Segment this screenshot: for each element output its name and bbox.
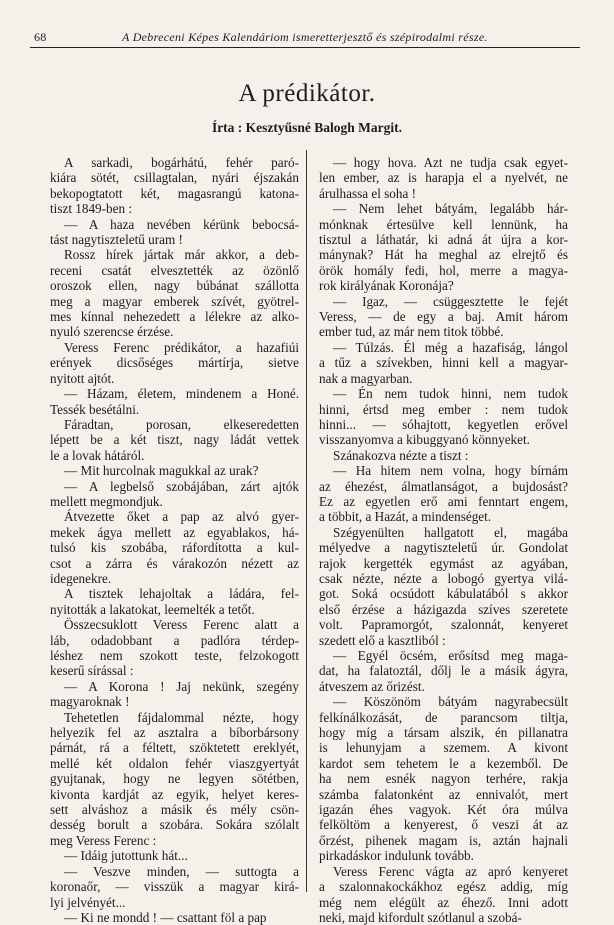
- text-line: számba falatonként az ennivalót, mert: [319, 786, 568, 802]
- text-line: a szalonnakockákhoz egész addig, míg: [319, 879, 568, 895]
- right-paragraph: [319, 340, 568, 386]
- text-line: nyuló szerencse érzése.: [50, 324, 174, 340]
- text-line: rajok kergették egymást az agyában,: [319, 555, 568, 571]
- text-line: mánynak? Hát ha meghal az elrejtő és: [319, 247, 568, 263]
- text-line: hogy míg a társam alszik, én pillanatra: [319, 725, 568, 741]
- text-line: Szánakozva nézte a tiszt :: [333, 447, 469, 463]
- text-line: tisztul a láthatár, ki adná át újra a kor-: [319, 232, 568, 248]
- left-paragraph: [50, 386, 299, 417]
- text-line: koronaőr, — visszük a magyar kirá-: [50, 879, 299, 895]
- right-paragraph: [319, 525, 568, 648]
- text-line: desség borult a szobára. Sokára szólalt: [50, 817, 299, 833]
- text-line: — Én nem tudok hinni, nem tudok: [333, 386, 568, 402]
- text-line: örök homály fedi, hol, merre a magya-: [319, 262, 568, 278]
- text-line: visszanyomva a kibuggyanó könnyeket.: [319, 432, 530, 448]
- left-paragraph: [50, 848, 299, 863]
- text-line: átveszem az őrizést.: [319, 678, 425, 694]
- text-line: Szégyenülten hallgatott el, magába: [333, 524, 568, 540]
- text-line: léshez nem szokott teste, felzokogott: [50, 648, 299, 663]
- left-paragraph: [50, 586, 299, 617]
- text-line: szedett elő a kasztliból :: [319, 632, 446, 648]
- text-line: meg a magyar emberek szívét, gyötrel-: [50, 293, 299, 309]
- left-paragraph: [50, 710, 299, 849]
- left-paragraph: [50, 247, 299, 339]
- text-line: mellett megmondjuk.: [50, 493, 163, 509]
- column-divider: [306, 150, 307, 892]
- text-line: hinni... — sóhajtott, kegyetlen erővel: [319, 416, 568, 432]
- text-line: igazán éhes vagyok. Két óra múlva: [319, 802, 568, 818]
- text-line: lépett be a két tiszt, nagy ládát vettek: [50, 432, 299, 448]
- text-line: tiszt 1849-ben :: [50, 201, 133, 217]
- left-paragraph: [50, 340, 299, 386]
- text-line: — Házam, életem, mindenem a Honé.: [64, 386, 299, 402]
- left-paragraph: [50, 864, 299, 910]
- text-line: meg Veress Ferenc :: [50, 832, 157, 848]
- article-byline: Írta : Kesztyűsné Balogh Margit.: [211, 120, 403, 135]
- text-line: Veress, — de egy a baj. Amit három: [319, 309, 568, 325]
- text-line: felkínálkozását, de parancsom tiltja,: [319, 709, 568, 725]
- text-line: Tehetetlen fájdalommal nézte, hogy: [64, 709, 299, 725]
- text-line: mellé két oldalon fehér viaszgyertyát: [50, 755, 299, 771]
- text-line: ember tud, az már nem titok többé.: [319, 324, 504, 340]
- text-line: tást nagytiszteletű uram !: [50, 232, 183, 248]
- text-line: helyezik fel az asztalra a bíborbársony: [50, 725, 299, 741]
- text-line: A sarkadi, bogárhátú, fehér paró-: [64, 155, 299, 170]
- text-line: gyujtanak, hogy ne legyen sötétben,: [50, 771, 299, 787]
- text-line: nyitott ajtót.: [50, 370, 115, 386]
- text-line: volt. Papramorgót, szalonnát, kenyeret: [319, 617, 568, 633]
- text-line: Veress Ferenc prédikátor, a hazafiúi: [64, 339, 299, 355]
- left-column: [50, 155, 299, 925]
- text-line: A tisztek lehajoltak a ládára, fel-: [64, 586, 299, 602]
- left-paragraph: [50, 679, 299, 710]
- text-line: bekopogtatott két, magasrangú katona-: [50, 185, 299, 201]
- text-line: dat, ha falatoztál, dőlj le a másik ágyra,: [319, 663, 568, 679]
- text-line: mónknak értesülve kell lennünk, ha: [319, 216, 568, 232]
- text-line: — Igaz, — csüggesztette le fejét: [333, 293, 568, 309]
- text-line: sett alváshoz a másik és mély csön-: [50, 802, 299, 818]
- text-line: — Nem lehet bátyám, legalább hár-: [333, 201, 568, 217]
- right-paragraph: [319, 648, 568, 694]
- text-line: idegenekre.: [50, 570, 112, 586]
- text-line: Átvezette őket a pap az alvó gyer-: [64, 509, 299, 525]
- text-line: az éhezést, álmatlanságot, a bujdosást?: [319, 478, 568, 494]
- text-line: neki, majd kifordult szótlanul a szobá-: [319, 909, 522, 925]
- left-paragraph: [50, 910, 299, 925]
- text-line: — Ki ne mondd ! — csattant föl a pap: [64, 909, 267, 925]
- text-line: Veress Ferenc vágta az apró kenyeret: [333, 863, 568, 879]
- text-line: oroszok ellen, nagy búbánat szállotta: [50, 278, 299, 294]
- text-line: magyaroknak !: [50, 694, 130, 710]
- text-line: rok királyának Koronája?: [319, 278, 454, 294]
- text-line: len ember, az is harapja el a nyelvét, ne: [319, 170, 568, 186]
- text-line: árulhassa el soha !: [319, 185, 417, 201]
- text-line: — Veszve minden, — suttogta a: [64, 863, 299, 879]
- text-line: — A legbelső szobájában, zárt ajtók: [64, 478, 299, 494]
- text-line: ha nem esnék nagyon terhére, rakja: [319, 771, 568, 787]
- article-title: A prédikátor.: [238, 80, 376, 107]
- text-line: keserű sírással :: [50, 663, 134, 679]
- text-line: felköltöm a kenyerest, ő veszi át az: [319, 817, 568, 833]
- text-line: — Mit hurcolnak magukkal az urak?: [64, 463, 259, 479]
- text-line: hinni, értsd meg ember : nem tudok: [319, 401, 568, 417]
- page-number: 68: [34, 30, 47, 44]
- text-line: csot a zárra és várakozón nézett az: [50, 555, 299, 571]
- left-paragraph: [50, 509, 299, 586]
- left-paragraph: [50, 417, 299, 463]
- text-line: első érzése a házigazda szíves szeretete: [319, 601, 568, 617]
- text-line: Ez az egyetlen erő ami fenntart engem,: [319, 493, 568, 509]
- left-paragraph: [50, 463, 299, 478]
- text-line: le a lovak hátáról.: [50, 447, 145, 463]
- right-paragraph: [319, 463, 568, 525]
- text-line: erények dicsőséges mártírja, sietve: [50, 355, 299, 371]
- right-paragraph: [319, 155, 568, 201]
- right-paragraph: [319, 864, 568, 925]
- left-paragraph: [50, 617, 299, 679]
- header-rule: [30, 47, 580, 48]
- right-paragraph: [319, 448, 568, 463]
- text-line: kiára sötét, csillagtalan, nyári éjszakán: [50, 170, 299, 186]
- running-head: A Debreceni Képes Kalendáriom ismeretterjesztő és szépirodalmi része.: [122, 30, 488, 44]
- text-line: — Idáig jutottunk hát...: [64, 848, 188, 864]
- text-line: is lehunyjam a szemem. A kivont: [319, 740, 568, 756]
- left-paragraph: [50, 479, 299, 510]
- text-line: őrzést, pihenek magam is, aztán hajnali: [319, 832, 568, 848]
- right-paragraph: [319, 201, 568, 293]
- text-line: lyi jelvényét...: [50, 894, 126, 910]
- text-line: — Ha hitem nem volna, hogy bírnám: [333, 463, 568, 479]
- text-line: — A haza nevében kérünk bebocsá-: [64, 216, 299, 232]
- text-line: kardot sem tehetem le a kezemből. De: [319, 755, 568, 771]
- text-line: receni csatát elvesztették az özönlő: [50, 262, 299, 278]
- text-line: párnát, rá a féltett, szöktetett ereklyét,: [50, 740, 299, 756]
- text-line: — hogy hova. Azt ne tudja csak egyet-: [333, 155, 568, 170]
- text-line: mekek ágya mellett az egyablakos, há-: [50, 524, 299, 540]
- left-paragraph: [50, 217, 299, 248]
- text-line: tulsó kis szobába, ráfordította a kul-: [50, 540, 299, 556]
- text-line: — A Korona ! Jaj nekünk, szegény: [64, 678, 299, 694]
- text-line: még nem elégült az éhező. Inni adott: [319, 894, 568, 910]
- text-line: got. Soká ocsúdott kábulatából s akkor: [319, 586, 568, 602]
- text-line: csak nézte, nézte a lobogó gyertya vilá-: [319, 570, 568, 586]
- text-line: — Túlzás. Él még a hazafiság, lángol: [333, 339, 568, 355]
- right-paragraph: [319, 386, 568, 448]
- right-paragraph: [319, 694, 568, 863]
- text-line: Rossz hírek jártak már akkor, a deb-: [64, 247, 299, 263]
- text-line: Összecsuklott Veress Ferenc alatt a: [64, 617, 299, 633]
- text-line: Fáradtan, porosan, elkeseredetten: [64, 416, 299, 432]
- text-line: mes kínnal nehezedett a lélekre az alko-: [50, 309, 299, 325]
- text-line: kivonta kardját az egyik, helyet keres-: [50, 786, 299, 802]
- text-line: a többit, a Hazát, a mindenséget.: [319, 509, 492, 525]
- right-paragraph: [319, 294, 568, 340]
- text-line: nak a magyarban.: [319, 370, 413, 386]
- text-line: Tessék besétálni.: [50, 401, 140, 417]
- right-column: [319, 155, 568, 925]
- text-line: nyitották a lakatokat, leemelték a tetőt.: [50, 601, 255, 617]
- text-line: láb, odadobbant a padlóra térdep-: [50, 632, 299, 648]
- text-line: — Egyél öcsém, erősítsd meg maga-: [333, 648, 568, 663]
- text-line: pirkadáskor indulunk tovább.: [319, 848, 474, 864]
- left-paragraph: [50, 155, 299, 217]
- text-line: a tűz a szívekben, hinni kell a magyar-: [319, 355, 568, 371]
- text-line: — Köszönöm bátyám nagyrabecsült: [333, 694, 568, 710]
- text-line: mélyedve a nagytiszteletű úr. Gondolat: [319, 540, 568, 556]
